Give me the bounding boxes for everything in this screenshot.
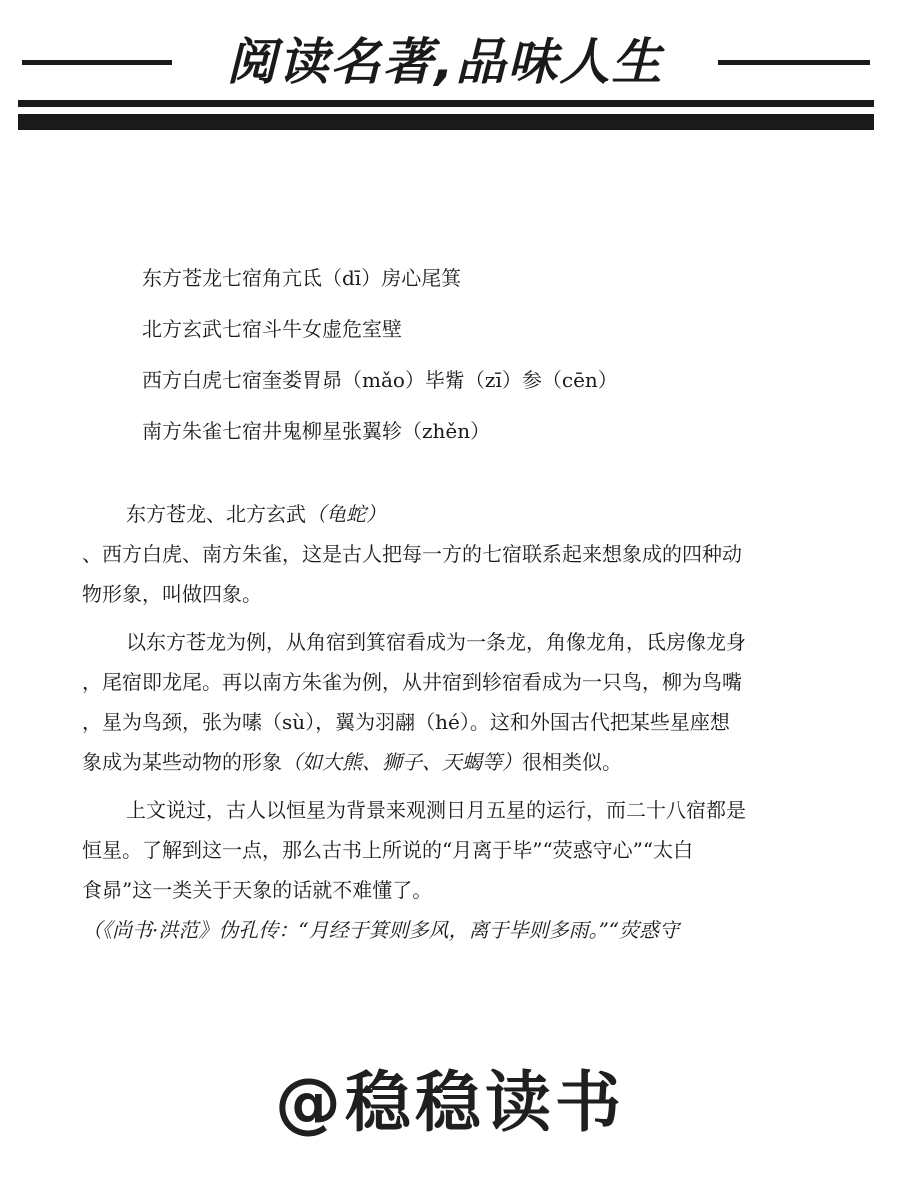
- paragraph-gap: [82, 782, 812, 790]
- inline-note: （龟蛇）: [306, 502, 386, 526]
- paragraph-line: [82, 742, 812, 782]
- header-band-thin: [18, 100, 874, 107]
- header-rule-right: [718, 60, 870, 65]
- paragraph-text: 象成为某些动物的形象: [82, 750, 282, 774]
- paragraph-line: ，星为鸟颈，张为嗉（sù），翼为羽翮（hé）。这和外国古代把某些星座想: [82, 710, 730, 734]
- watermark-signature: @稳稳读书: [275, 1064, 625, 1141]
- paragraph-line: 食昴”这一类关于天象的话就不难懂了。: [82, 878, 433, 902]
- article-body: [82, 494, 812, 950]
- paragraph-text: 很相类似。: [522, 750, 622, 774]
- mansion-line-north: 北方玄武七宿斗牛女虚危室壁: [142, 317, 402, 341]
- header-rule-left: [22, 60, 172, 65]
- paragraph-line: 上文说过，古人以恒星为背景来观测日月五星的运行，而二十八宿都是: [126, 798, 746, 822]
- paragraph-line: 、西方白虎、南方朱雀，这是古人把每一方的七宿联系起来想象成的四种动: [82, 542, 742, 566]
- paragraph-line: ，尾宿即龙尾。再以南方朱雀为例，从井宿到轸宿看成为一只鸟，柳为鸟嘴: [82, 670, 742, 694]
- paragraph-line: 物形象，叫做四象。: [82, 582, 262, 606]
- paragraph-dragon-example: [82, 622, 812, 782]
- footnote-line: （《尚书·洪范》伪孔传：“月经于箕则多风，离于毕则多雨。”“荧惑守: [82, 918, 680, 942]
- paragraph-gap: [82, 614, 812, 622]
- mansion-list: [142, 266, 822, 470]
- inline-note: （如大熊、狮子、天蝎等）: [282, 750, 522, 774]
- page-header: [0, 0, 900, 140]
- paragraph-line: [82, 494, 812, 534]
- paragraph-four-symbols: [82, 494, 812, 614]
- mansion-line-east: 东方苍龙七宿角亢氐（dī）房心尾箕: [142, 266, 462, 290]
- mansion-line-west: 西方白虎七宿奎娄胃昴（mǎo）毕觜（zī）参（cēn）: [142, 368, 618, 392]
- paragraph-line: 恒星。了解到这一点，那么古书上所说的“月离于毕”“荧惑守心”“太白: [82, 838, 694, 862]
- mansion-line-south: 南方朱雀七宿井鬼柳星张翼轸（zhěn）: [142, 419, 491, 443]
- header-band-thick: [18, 114, 874, 130]
- paragraph-text: 东方苍龙、北方玄武: [126, 502, 306, 526]
- header-title: 阅读名著,品味人生: [226, 33, 664, 91]
- paragraph-line: 以东方苍龙为例，从角宿到箕宿看成为一条龙，角像龙角，氐房像龙身: [126, 630, 746, 654]
- paragraph-fixed-stars: [82, 790, 812, 950]
